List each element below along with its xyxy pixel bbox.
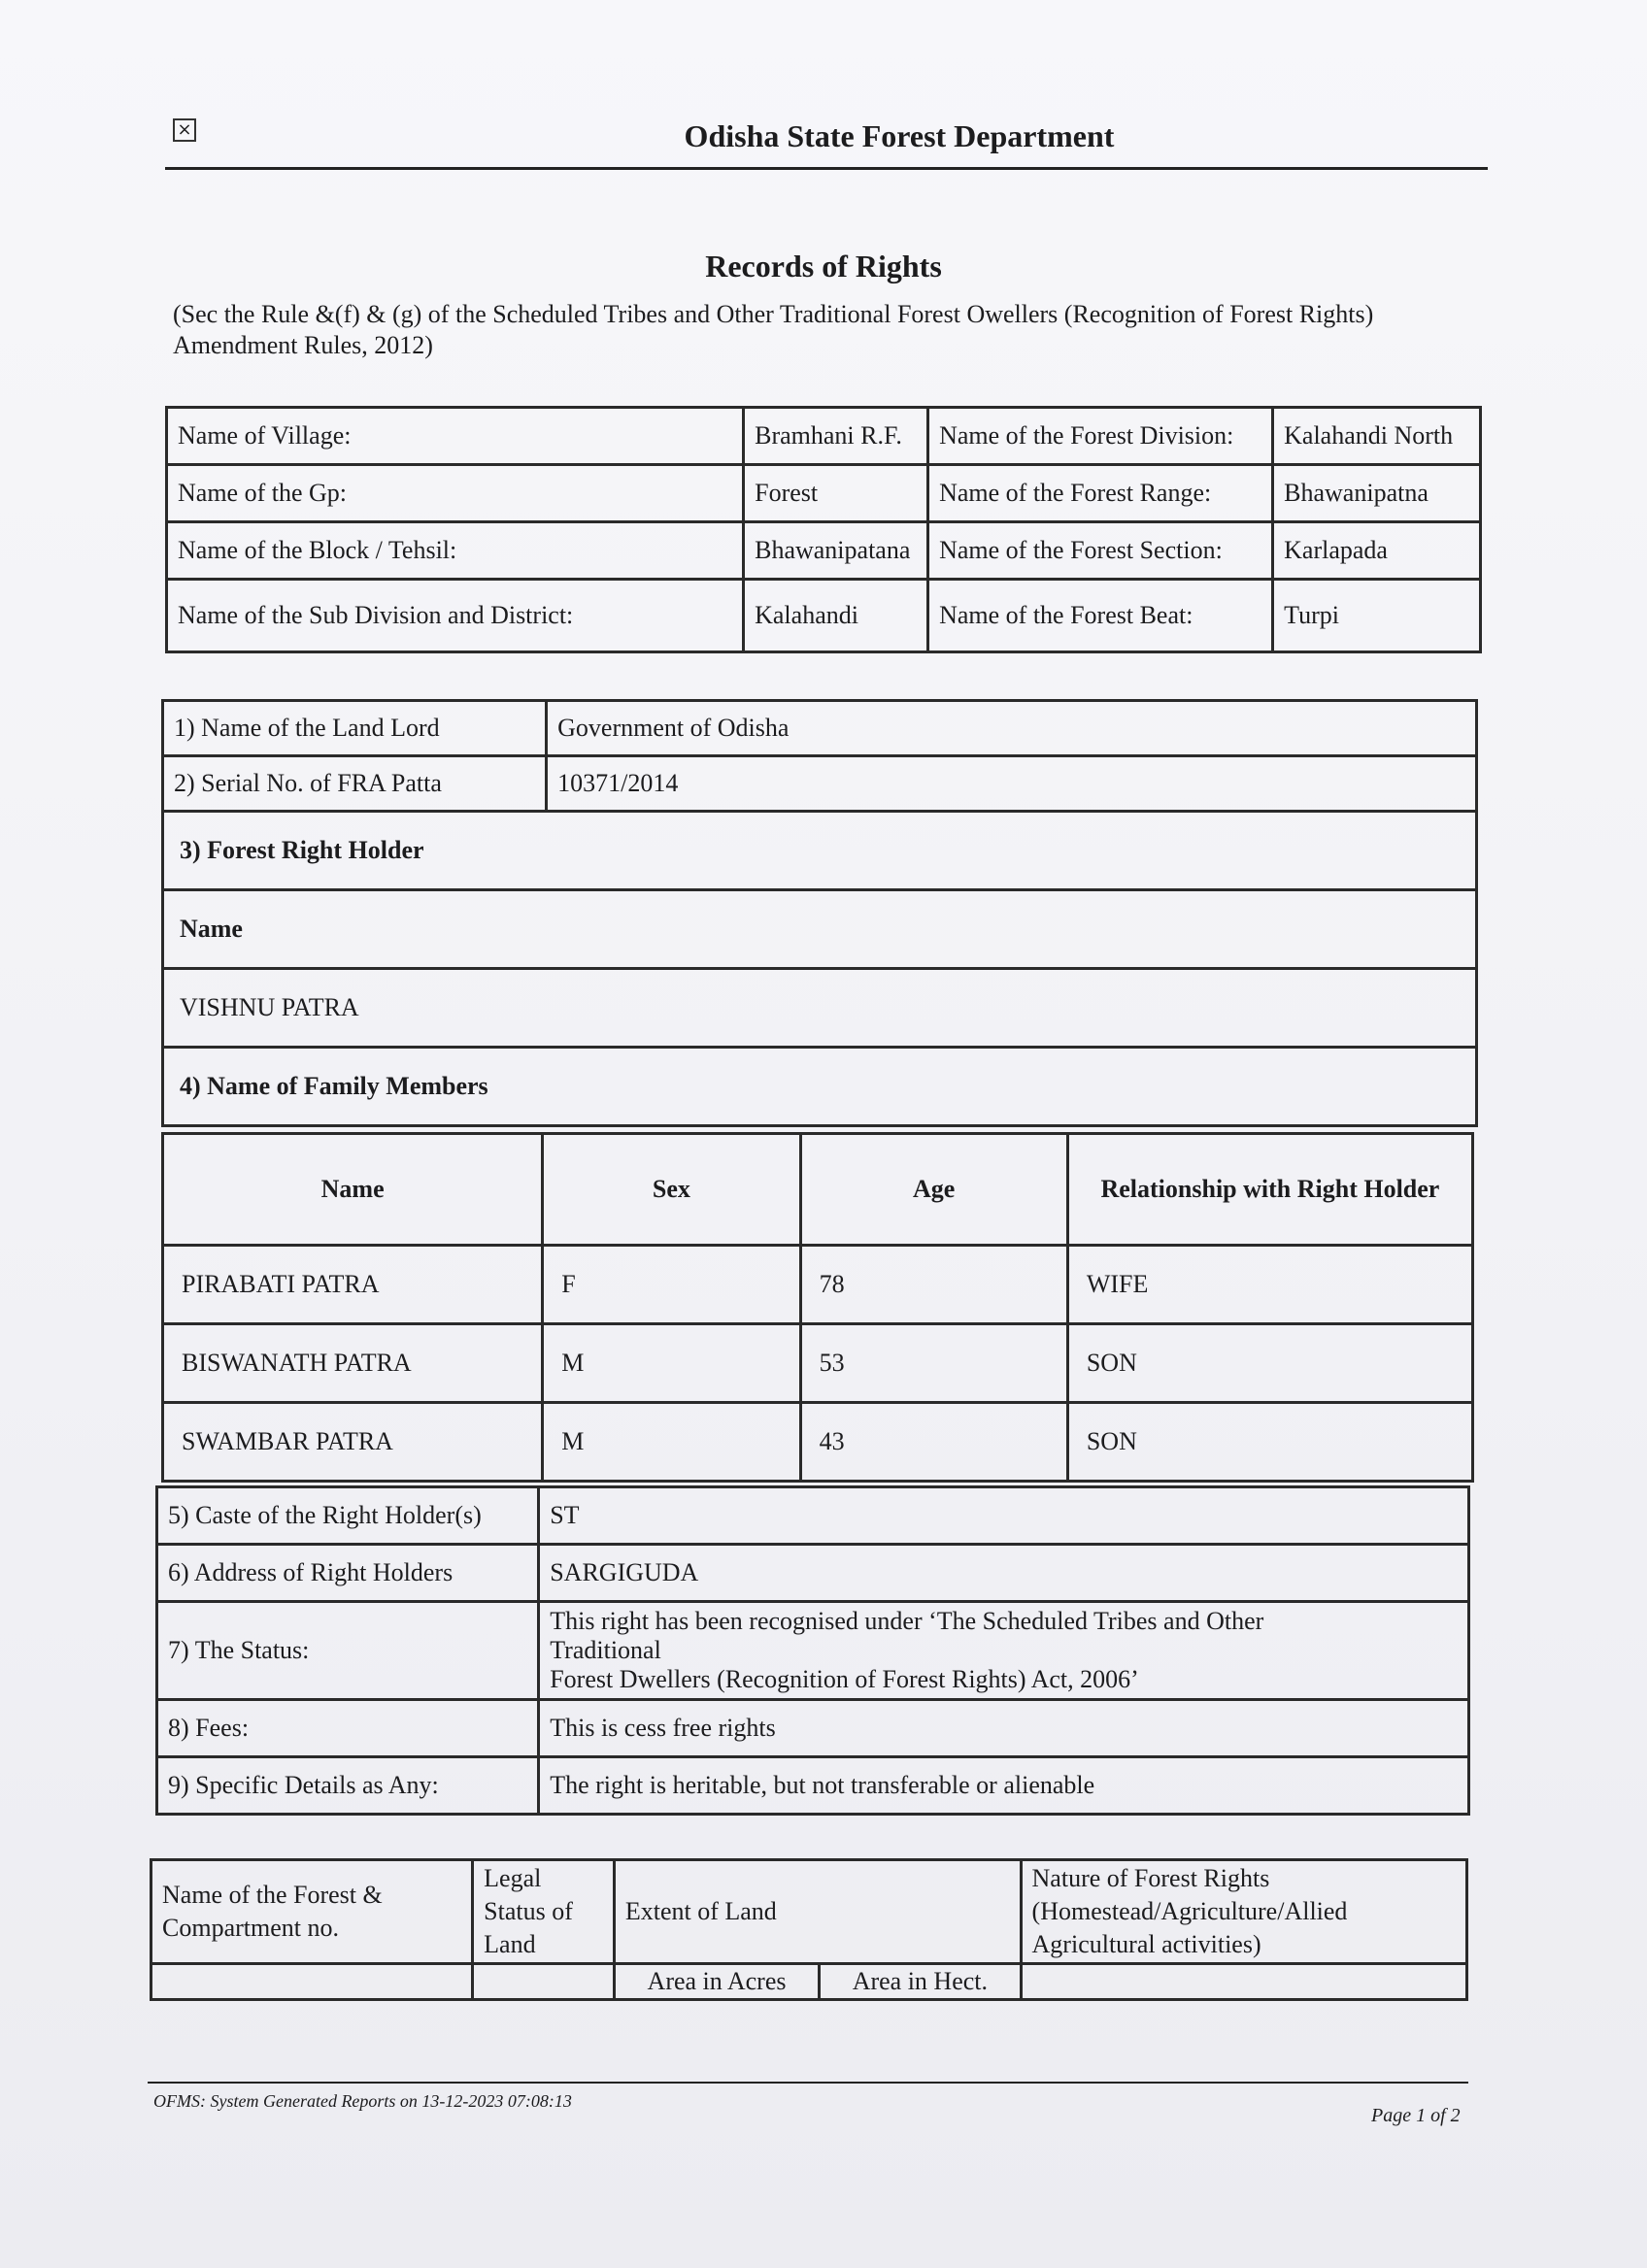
table-row: [157, 1700, 1469, 1757]
holder-section-heading: 3) Forest Right Holder: [163, 812, 1477, 890]
footer-rule: [148, 2082, 1468, 2084]
table-row: [163, 1048, 1477, 1126]
address-label: 6) Address of Right Holders: [157, 1545, 539, 1602]
address-value: SARGIGUDA: [539, 1545, 1469, 1602]
table-row: [163, 701, 1477, 756]
extent-table: [150, 1858, 1468, 2001]
table-row: [157, 1602, 1469, 1700]
gp-label: Name of the Gp:: [167, 465, 744, 522]
nature-of-rights-label: Nature of Forest Rights (Homestead/Agriculture/Allied Agricultural activities): [1021, 1860, 1466, 1964]
details-table: [155, 1485, 1470, 1816]
page-subtitle: (Sec the Rule &(f) & (g) of the Scheduled Tribes and Other Traditional Forest Owellers (Recognition of Forest Rights) Amendment Rules, 2012): [173, 300, 1374, 359]
extent-of-land-label: Extent of Land: [614, 1860, 1021, 1964]
member-age: 43: [800, 1403, 1067, 1482]
member-name: SWAMBAR PATRA: [163, 1403, 543, 1482]
beat-value: Turpi: [1273, 580, 1481, 652]
caste-label: 5) Caste of the Right Holder(s): [157, 1487, 539, 1545]
table-row: [163, 1324, 1473, 1403]
legal-status-value: [473, 1964, 615, 2000]
caste-value: ST: [539, 1487, 1469, 1545]
status-value: [539, 1602, 1469, 1700]
village-value: Bramhani R.F.: [744, 408, 928, 465]
serial-value: 10371/2014: [547, 756, 1477, 812]
specific-value: The right is heritable, but not transferable or alienable: [539, 1757, 1469, 1815]
status-line: Traditional: [550, 1636, 661, 1664]
holder-name-value: VISHNU PATRA: [163, 969, 1477, 1048]
forest-compartment-value: [151, 1964, 473, 2000]
page-title: Records of Rights: [705, 249, 942, 284]
table-row: [157, 1757, 1469, 1815]
member-relationship: WIFE: [1067, 1246, 1472, 1324]
holder-name-label: Name: [163, 890, 1477, 969]
location-table: [165, 406, 1482, 653]
generated-timestamp: OFMS: System Generated Reports on 13-12-2023 07:08:13: [153, 2091, 572, 2111]
gp-value: Forest: [744, 465, 928, 522]
table-row: [167, 465, 1481, 522]
range-label: Name of the Forest Range:: [928, 465, 1273, 522]
member-sex: M: [543, 1324, 800, 1403]
fees-label: 8) Fees:: [157, 1700, 539, 1757]
division-label: Name of the Forest Division:: [928, 408, 1273, 465]
table-row: [167, 522, 1481, 580]
specific-label: 9) Specific Details as Any:: [157, 1757, 539, 1815]
page-header: [165, 107, 1488, 170]
land-holder-table: [161, 699, 1478, 1127]
family-section-heading: 4) Name of Family Members: [163, 1048, 1477, 1126]
table-row: [163, 756, 1477, 812]
table-row: [163, 1403, 1473, 1482]
landlord-label: 1) Name of the Land Lord: [163, 701, 547, 756]
status-line: This right has been recognised under ‘The Scheduled Tribes and Other: [550, 1607, 1264, 1635]
section-value: Karlapada: [1273, 522, 1481, 580]
member-age: 78: [800, 1246, 1067, 1324]
column-header: Name: [163, 1134, 543, 1246]
member-age: 53: [800, 1324, 1067, 1403]
area-hect-label: Area in Hect.: [820, 1964, 1021, 2000]
table-header-row: [163, 1134, 1473, 1246]
department-name: Odisha State Forest Department: [684, 118, 1115, 153]
member-relationship: SON: [1067, 1324, 1472, 1403]
table-row: [157, 1545, 1469, 1602]
column-header: Age: [800, 1134, 1067, 1246]
table-row: [151, 1860, 1467, 1964]
village-label: Name of Village:: [167, 408, 744, 465]
member-relationship: SON: [1067, 1403, 1472, 1482]
section-label: Name of the Forest Section:: [928, 522, 1273, 580]
beat-label: Name of the Forest Beat:: [928, 580, 1273, 652]
table-row: [167, 408, 1481, 465]
table-row: [151, 1964, 1467, 2000]
page-number: Page 1 of 2: [1371, 2105, 1461, 2126]
block-label: Name of the Block / Tehsil:: [167, 522, 744, 580]
member-sex: M: [543, 1403, 800, 1482]
subdivision-value: Kalahandi: [744, 580, 928, 652]
member-sex: F: [543, 1246, 800, 1324]
status-line: Forest Dwellers (Recognition of Forest Rights) Act, 2006’: [550, 1665, 1139, 1693]
table-row: [167, 580, 1481, 652]
range-value: Bhawanipatna: [1273, 465, 1481, 522]
landlord-value: Government of Odisha: [547, 701, 1477, 756]
column-header: Sex: [543, 1134, 800, 1246]
broken-image-icon: ×: [173, 118, 196, 142]
table-row: [163, 890, 1477, 969]
block-value: Bhawanipatana: [744, 522, 928, 580]
member-name: BISWANATH PATRA: [163, 1324, 543, 1403]
table-row: [163, 969, 1477, 1048]
table-row: [163, 1246, 1473, 1324]
nature-of-rights-value: [1021, 1964, 1466, 2000]
division-value: Kalahandi North: [1273, 408, 1481, 465]
family-members-table: [161, 1132, 1474, 1483]
legal-status-label: Legal Status of Land: [473, 1860, 615, 1964]
member-name: PIRABATI PATRA: [163, 1246, 543, 1324]
column-header: Relationship with Right Holder: [1067, 1134, 1472, 1246]
area-acres-label: Area in Acres: [614, 1964, 819, 2000]
serial-label: 2) Serial No. of FRA Patta: [163, 756, 547, 812]
status-label: 7) The Status:: [157, 1602, 539, 1700]
fees-value: This is cess free rights: [539, 1700, 1469, 1757]
table-row: [163, 812, 1477, 890]
subdivision-label: Name of the Sub Division and District:: [167, 580, 744, 652]
forest-compartment-label: Name of the Forest & Compartment no.: [151, 1860, 473, 1964]
table-row: [157, 1487, 1469, 1545]
